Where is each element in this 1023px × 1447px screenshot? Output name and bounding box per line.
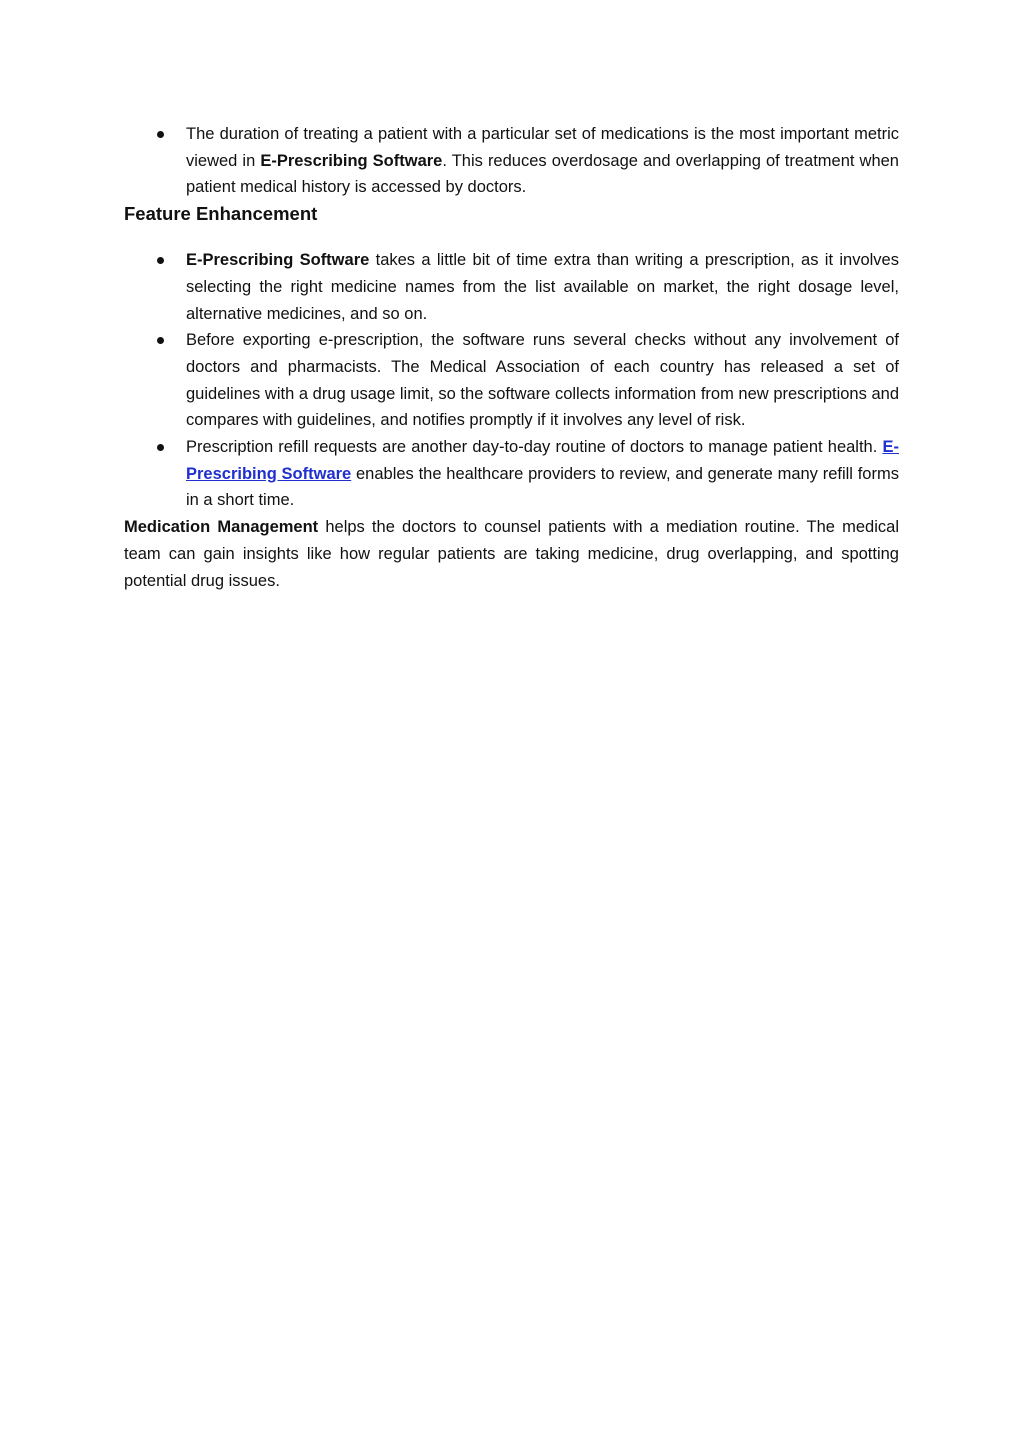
- document-body: [124, 121, 899, 594]
- e-prescribing-software-link[interactable]: E-Prescribing Software: [186, 438, 899, 483]
- bold-term: E-Prescribing Software: [260, 151, 443, 170]
- bullet-icon: [157, 337, 164, 344]
- list-item: [124, 121, 899, 201]
- list-item-text: Prescription refill requests are another day-to-day routine of doctors to manage patient health.: [186, 438, 883, 457]
- list-item: [124, 327, 899, 434]
- bold-term: Medication Management: [124, 518, 319, 537]
- list-item-text: Before exporting e-prescription, the software runs several checks without any involvement of doctors and pharmacists. The Medical Association of each country has released a set of guidelines with a drug usage limit, so the software collects information from new prescriptions and compares with guidelines, and notifies promptly if it involves any level of risk.: [186, 331, 899, 430]
- list-item-text: enables the healthcare providers to review, and generate many refill forms in a short time.: [186, 464, 899, 510]
- list-item-text: takes a little bit of time extra than writing a prescription, as it involves selecting the right medicine names from the list available on market, the right dosage level, alternative medicines, and so on.: [186, 251, 899, 323]
- bold-term: E-Prescribing Software: [186, 251, 370, 270]
- bullet-icon: [157, 444, 164, 451]
- list-item-text: The duration of treating a patient with a particular set of medications is the most important metric viewed in: [186, 125, 899, 170]
- medication-management-paragraph: [124, 514, 899, 594]
- section-heading: Feature Enhancement: [124, 203, 318, 225]
- paragraph-text: helps the doctors to counsel patients with a mediation routine. The medical team can gain insights like how regular patients are taking medicine, drug overlapping, and spotting potential drug issues.: [124, 518, 899, 590]
- list-item: [124, 434, 899, 514]
- list-item: [124, 247, 899, 327]
- feature-bullet-list: [124, 247, 899, 514]
- list-item-text: . This reduces overdosage and overlapping of treatment when patient medical history is accessed by doctors.: [186, 151, 899, 197]
- intro-bullet-list: [124, 121, 899, 201]
- bullet-icon: [157, 131, 164, 138]
- bullet-icon: [157, 257, 164, 264]
